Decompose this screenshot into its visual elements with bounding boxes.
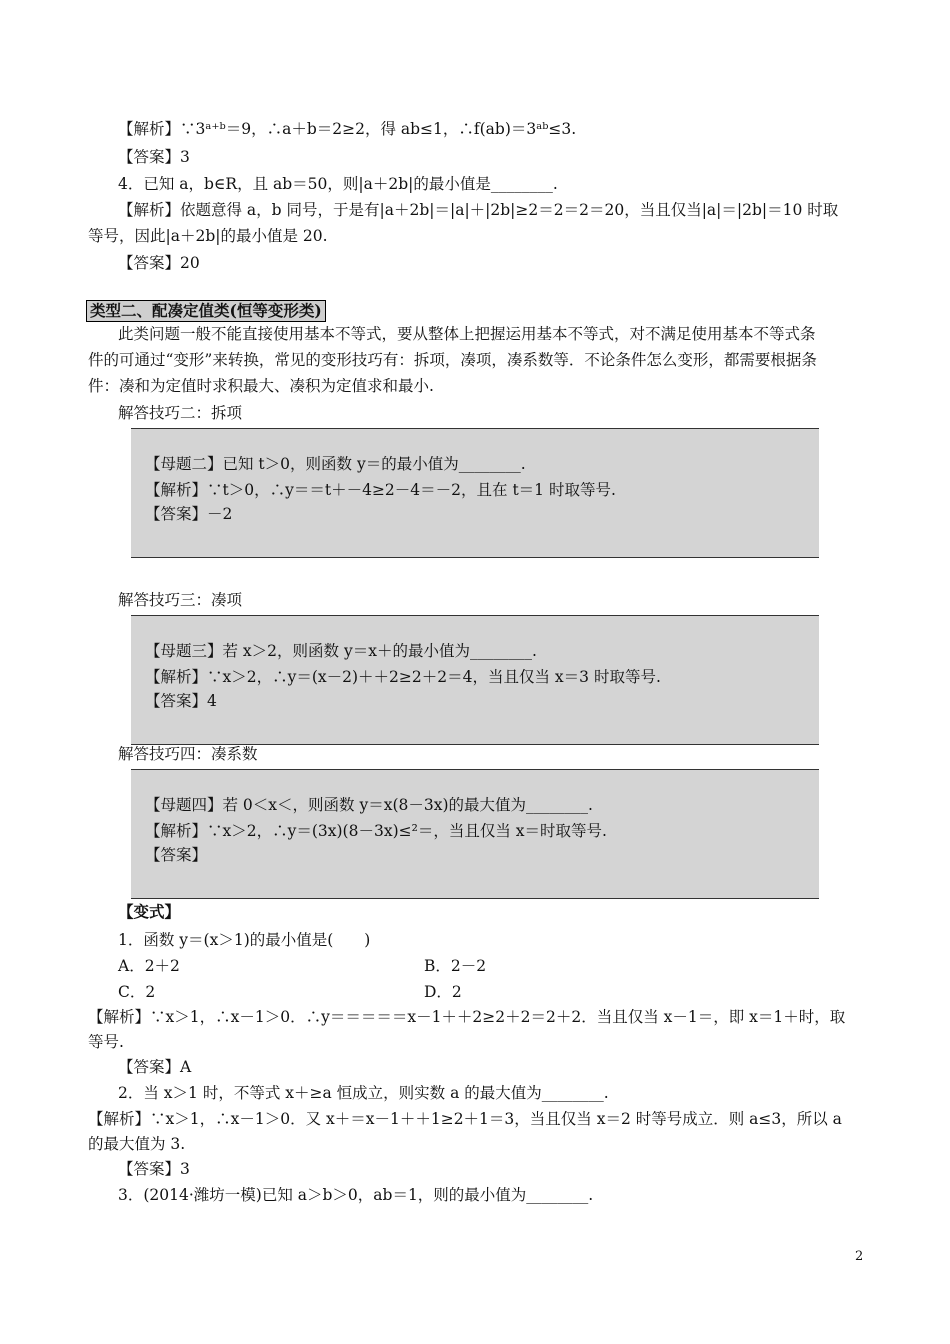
q1-stem: 1．函数 y＝(x＞1)的最小值是( ) [118,931,371,949]
bottom-line-4: 2．当 x＞1 时，不等式 x＋≥a 恒成立，则实数 a 的最大值为________. [118,1084,609,1102]
page-number: 2 [855,1249,864,1264]
bottom-line-2: 等号. [88,1033,124,1051]
top-line-2: 【答案】3 [118,148,190,166]
q1-option-a: A．2＋2 [118,957,180,975]
tip4-heading: 解答技巧四：凑系数 [118,745,258,763]
section-title: 类型二、配凑定值类(恒等变形类) [86,300,326,322]
q1-option-d: D．2 [424,983,462,1001]
top-line-5: 等号，因此|a＋2b|的最小值是 20. [88,227,328,245]
top-line-3: 4．已知 a，b∈R，且 ab＝50，则|a＋2b|的最小值是________. [118,175,558,193]
bottom-line-5: 【解析】∵x＞1，∴x－1＞0．又 x＋＝x－1＋＋1≥2＋1＝3，当且仅当 x＝2 时等号成立．则 a≤3，所以 a [88,1110,842,1128]
top-line-4: 【解析】依题意得 a，b 同号，于是有|a＋2b|＝|a|＋|2b|≥2＝2＝2＝20，当且仅当|a|＝|2b|＝10 时取 [118,201,839,219]
mother-problem-4-box [131,769,819,899]
top-line-1: 【解析】∵3ᵃ⁺ᵇ＝9，∴a＋b＝2≥2，得 ab≤1，∴f(ab)＝3ᵃᵇ≤3. [118,120,577,138]
bottom-line-3: 【答案】A [118,1058,192,1076]
box3-question: 【母题三】若 x＞2，则函数 y＝x＋的最小值为________. [145,642,537,660]
box4-answer: 【答案】 [145,846,208,864]
tip2-heading: 解答技巧二：拆项 [118,404,243,422]
intro-line-3: 件：凑和为定值时求积最大、凑积为定值求和最小. [88,377,434,395]
variant-label: 【变式】 [118,902,181,921]
box2-analysis: 【解析】∵t＞0，∴y＝＝t＋－4≥2－4＝－2，且在 t＝1 时取等号. [145,481,616,499]
mother-problem-2-box [131,428,819,558]
intro-line-1: 此类问题一般不能直接使用基本不等式，要从整体上把握运用基本不等式，对不满足使用基本不等式条 [118,325,816,343]
box4-question: 【母题四】若 0＜x＜，则函数 y＝x(8－3x)的最大值为________. [145,796,593,814]
bottom-line-1: 【解析】∵x＞1，∴x－1＞0．∴y＝＝＝＝＝x－1＋＋2≥2＋2＝2＋2．当且仅当 x－1＝，即 x＝1＋时，取 [88,1008,846,1026]
box2-answer: 【答案】－2 [145,505,233,523]
mother-problem-3-box [131,615,819,745]
box3-answer: 【答案】4 [145,692,217,710]
q1-option-c: C．2 [118,983,156,1001]
bottom-line-6: 的最大值为 3. [88,1135,186,1153]
box4-analysis: 【解析】∵x＞2，∴y＝(3x)(8－3x)≤²＝，当且仅当 x＝时取等号. [145,822,607,840]
intro-line-2: 件的可通过“变形”来转换，常见的变形技巧有：拆项，凑项，凑系数等．不论条件怎么变形，都需要根据条 [88,351,817,369]
box3-analysis: 【解析】∵x＞2，∴y＝(x－2)＋＋2≥2＋2＝4，当且仅当 x＝3 时取等号. [145,668,661,686]
bottom-line-8: 3．(2014·潍坊一模)已知 a＞b＞0，ab＝1，则的最小值为________. [118,1186,594,1204]
box2-question: 【母题二】已知 t＞0，则函数 y＝的最小值为________. [145,455,526,473]
bottom-line-7: 【答案】3 [118,1160,190,1178]
q1-option-b: B．2－2 [424,957,487,975]
tip3-heading: 解答技巧三：凑项 [118,591,243,609]
top-line-6: 【答案】20 [118,254,200,272]
